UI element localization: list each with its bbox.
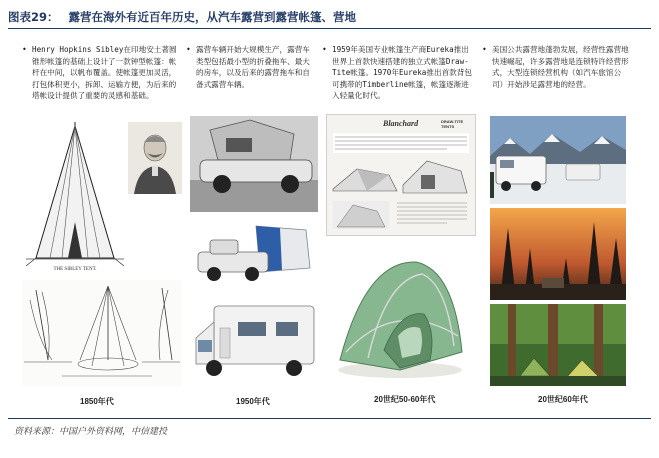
- era-label: 1950年代: [236, 397, 270, 406]
- column-text: 1959年美国专业帐篷生产商Eureka推出世界上首款快速搭建的独立式帐篷Draw-Tite帐篷。1970年Eureka推出首款背包可携带的Timberline帐篷，帐篷逐渐进入轻量化时代。: [332, 45, 472, 101]
- figure-title: 露营在海外有近百年历史，从汽车露营到露营帐篷、营地: [68, 10, 357, 24]
- source-note: 资料来源：中国户外资料网，中信建投: [14, 427, 168, 437]
- figure-number: 图表29：: [8, 10, 59, 24]
- bullet-icon: •: [322, 45, 327, 54]
- catalog-heading: DRAW-TITE TENTS: [441, 119, 464, 129]
- forest-sunset-camp-photo: [490, 208, 626, 300]
- column-text: 美国公共露营地蓬勃发展，经营性露营地快速崛起，许多露营地是连锁特许经营形式，大型连锁经营机构（如汽车旅馆公司）开始涉足露营地的经营。: [492, 45, 629, 89]
- motorhome-photo: [190, 298, 318, 386]
- catalog-brand: Blanchard: [383, 119, 419, 128]
- bullet-icon: •: [482, 45, 487, 54]
- rooftop-tent-car-photo: [190, 116, 318, 212]
- rv-campsite-photo: [490, 116, 626, 204]
- bullet-icon: •: [186, 45, 191, 54]
- draw-tite-catalog-page: [326, 114, 476, 236]
- pickup-tent-photo: [190, 218, 318, 290]
- column-1950s: [186, 44, 316, 90]
- column-1850s: [22, 44, 180, 102]
- era-label: 1850年代: [80, 397, 114, 406]
- sibley-tent-illustration: [22, 118, 128, 276]
- era-label: 20世纪60年代: [538, 395, 588, 404]
- column-1960s: [482, 44, 630, 90]
- sibley-portrait: [128, 122, 182, 194]
- bullet-icon: •: [22, 45, 27, 54]
- column-text: 露营车辆开始大规模生产，露营车类型包括最小型的折叠拖车、最大的房车，以及后来的露营拖车和自备式露营车辆。: [196, 45, 310, 89]
- timberline-tent-photo: [326, 240, 474, 386]
- column-1950s-1960s: [322, 44, 474, 102]
- forest-tents-photo: [490, 304, 626, 386]
- tent-technical-drawing: [22, 280, 182, 386]
- column-text: Henry Hopkins Sibley在印地安土著圆锥形帐篷的基础上设计了一款钟型帐篷：帐杆在中间，以帆布覆盖。使帐篷更加灵活，打包体积更小，拆卸、运输方便，为后来的塔帐设计提供了重要的灵感和基础。: [32, 45, 177, 101]
- sibley-tent-caption: THE SIBLEY TENT.: [53, 267, 97, 272]
- era-label: 20世纪50-60年代: [374, 395, 436, 404]
- source-divider: [8, 418, 651, 419]
- figure-title-bar: [8, 6, 651, 29]
